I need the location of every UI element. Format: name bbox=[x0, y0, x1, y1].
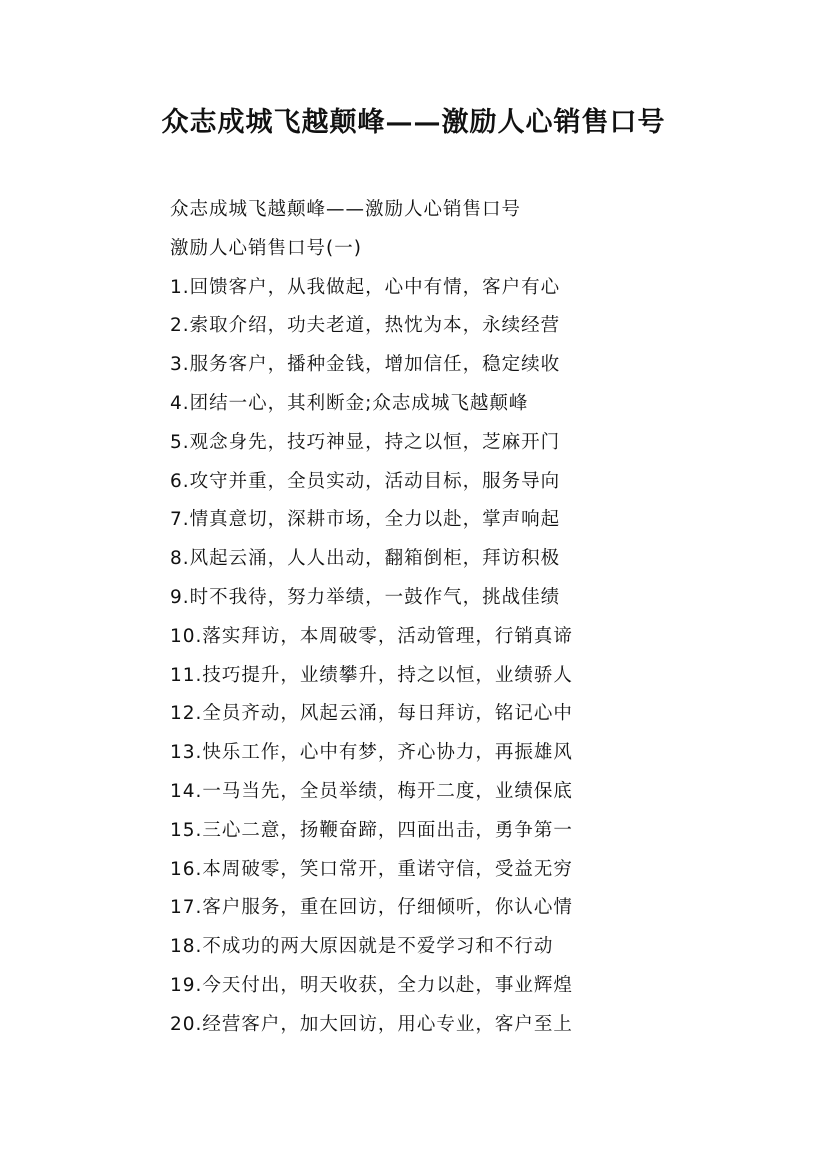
slogan-line: 17.客户服务，重在回访，仔细倾听，你认心情 bbox=[170, 897, 573, 919]
slogan-line: 3.服务客户，播种金钱，增加信任，稳定续收 bbox=[170, 354, 561, 376]
slogan-line: 14.一马当先，全员举绩，梅开二度，业绩保底 bbox=[170, 780, 573, 802]
slogan-line: 11.技巧提升，业绩攀升，持之以恒，业绩骄人 bbox=[170, 664, 573, 686]
slogan-line: 8.风起云涌，人人出动，翻箱倒柜，拜访积极 bbox=[170, 548, 561, 570]
document-subtitle: 众志成城飞越颠峰——激励人心销售口号 bbox=[170, 199, 522, 220]
slogan-line: 7.情真意切，深耕市场，全力以赴，掌声响起 bbox=[170, 509, 561, 531]
document-title: 众志成城飞越颠峰——激励人心销售口号 bbox=[161, 107, 666, 138]
section-heading: 激励人心销售口号(一) bbox=[170, 237, 362, 259]
slogan-line: 9.时不我待，努力举绩，一鼓作气，挑战佳绩 bbox=[170, 586, 561, 608]
slogan-line: 6.攻守并重，全员实动，活动目标，服务导向 bbox=[170, 470, 561, 492]
slogan-line: 18.不成功的两大原因就是不爱学习和不行动 bbox=[170, 936, 554, 958]
document-body bbox=[170, 191, 770, 1045]
slogan-line: 13.快乐工作，心中有梦，齐心协力，再振雄风 bbox=[170, 742, 573, 764]
slogan-line: 16.本周破零，笑口常开，重诺守信，受益无穷 bbox=[170, 858, 573, 880]
slogan-line: 5.观念身先，技巧神显，持之以恒，芝麻开门 bbox=[170, 431, 561, 453]
slogan-line: 2.索取介绍，功夫老道，热忱为本，永续经营 bbox=[170, 315, 561, 337]
slogan-line: 10.落实拜访，本周破零，活动管理，行销真谛 bbox=[170, 625, 573, 647]
slogan-line: 15.三心二意，扬鞭奋蹄，四面出击，勇争第一 bbox=[170, 819, 573, 841]
slogan-line: 1.回馈客户，从我做起，心中有情，客户有心 bbox=[170, 276, 561, 298]
slogan-line: 20.经营客户，加大回访，用心专业，客户至上 bbox=[170, 1013, 573, 1035]
slogan-line: 19.今天付出，明天收获，全力以赴，事业辉煌 bbox=[170, 974, 573, 996]
slogan-line: 4.团结一心，其利断金;众志成城飞越颠峰 bbox=[170, 392, 529, 414]
slogan-line: 12.全员齐动，风起云涌，每日拜访，铭记心中 bbox=[170, 703, 573, 725]
